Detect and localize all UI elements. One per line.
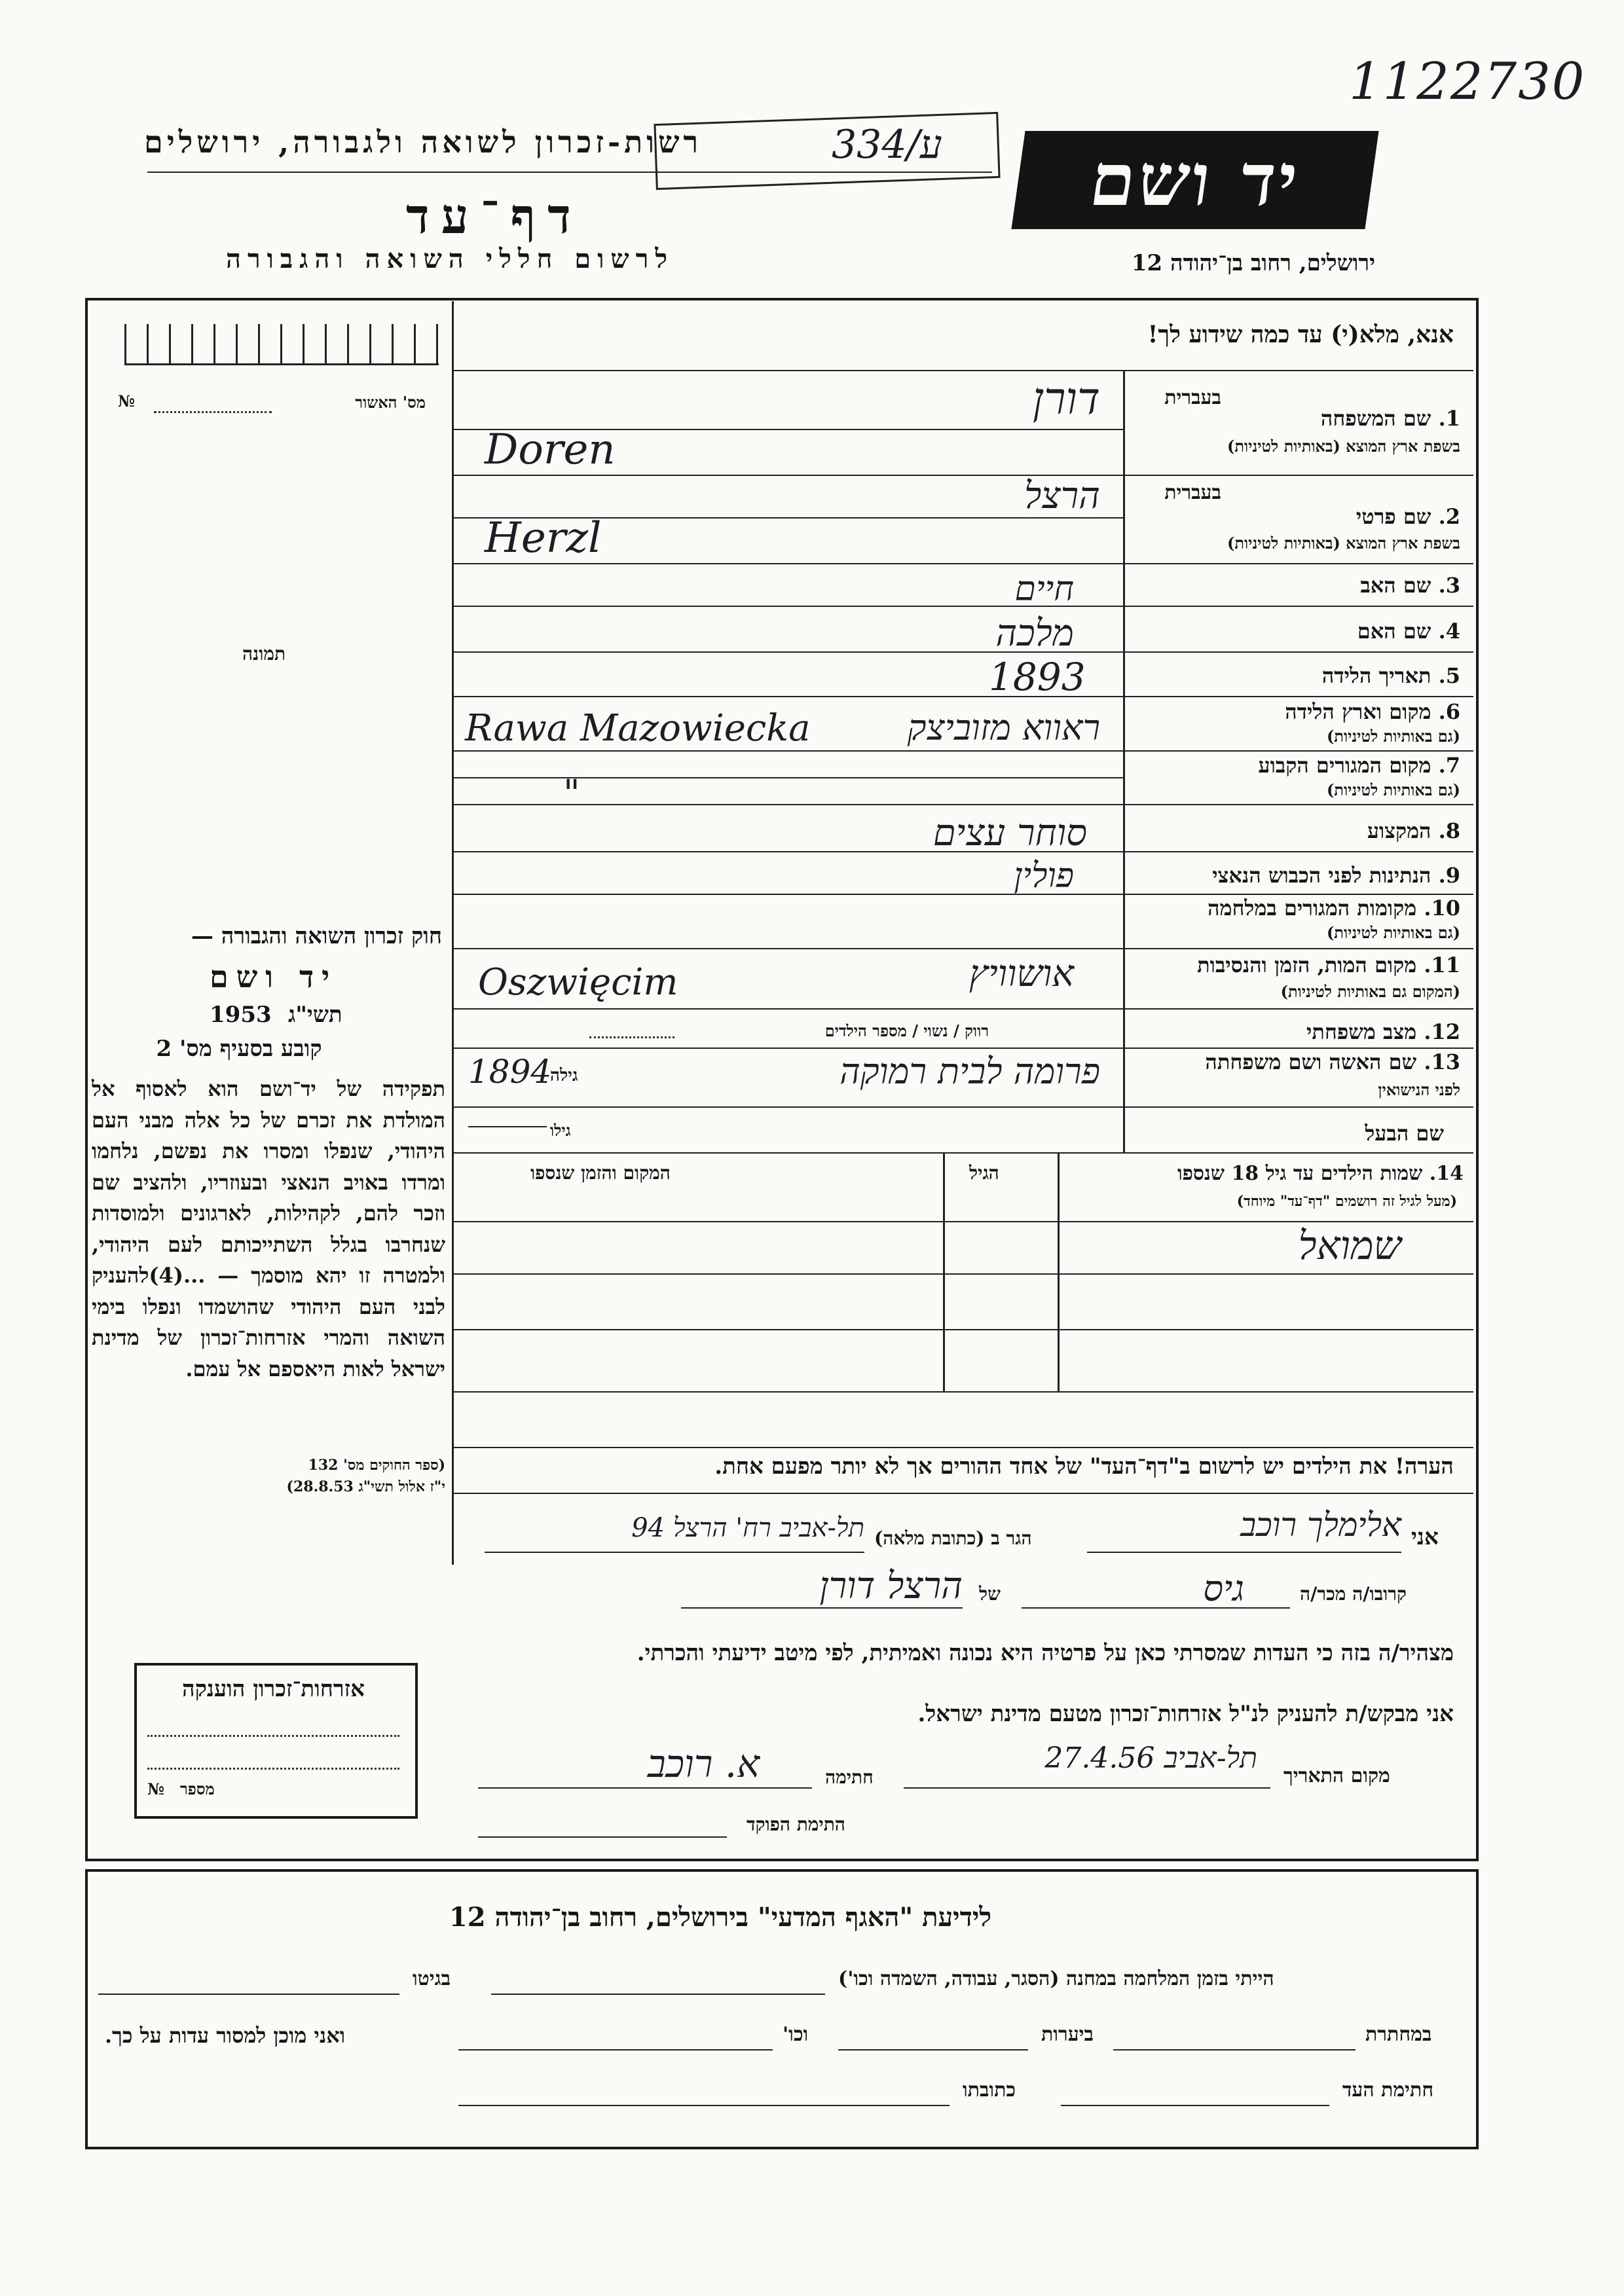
field-9-label: 9. הנתינות לפני הכבוש הנאצי [1212, 863, 1460, 888]
field-2-label: 2. שם פרטי [1356, 504, 1460, 529]
field-6-sub: (גם באותיות לטיניות) [1326, 727, 1460, 746]
field-2-he-label: בעברית [1164, 481, 1221, 504]
declaration-statement: מצהיר/ה בזה כי העדות שמסרתי כאן על פרטיה היא נכונה ואמיתית, לפי מיטב ידיעתי והכרתי. [637, 1640, 1454, 1666]
declaration-i-label: אני [1411, 1524, 1439, 1550]
citizenship-box-mark: № [147, 1779, 165, 1798]
footer-line2-d: ואני מוכן למסור עדות על כך. [105, 2023, 346, 2048]
declaration-request: אני מבקש/ת להעניק לנ"ל אזרחות־זכרון מטעם מדינת ישראל. [917, 1701, 1454, 1727]
footer-line3-a: חתימת העד [1342, 2079, 1434, 2102]
field-7-label: 7. מקום המגורים הקבוע [1258, 753, 1460, 778]
field-11-sub: (המקום גם באותיות לטיניות) [1280, 982, 1460, 1001]
field-1-value-he: דורן [1032, 373, 1100, 425]
footer-line1-b: בגיטו [413, 1967, 451, 1990]
field-1-sub: בשפת ארץ המוצא (באותיות לטיניות) [1227, 437, 1460, 456]
field-5-label: 5. תאריך הלידה [1321, 663, 1460, 688]
law-year-hebrew: תשי"ג [288, 1002, 342, 1028]
cert-label: מס' האשור [355, 393, 426, 412]
footer-line2-c: וכו' [783, 2023, 809, 2046]
place-date-value: תל-אביב 27.4.56 [1044, 1741, 1257, 1775]
field-6-label: 6. מקום וארץ הלידה [1285, 699, 1460, 724]
yad-vashem-logo [1011, 131, 1378, 229]
footer-line1-a: הייתי בזמן המלחמה במחנה (הסגר, עבודה, השמדה וכו') [838, 1967, 1274, 1990]
cert-number-ticks [124, 324, 439, 365]
of-label: של [979, 1583, 1001, 1605]
field-5-value: 1893 [989, 655, 1086, 699]
field-4-label: 4. שם האם [1357, 619, 1460, 644]
children-title: 14. שמות הילדים עד גיל 18 שנספו [1177, 1162, 1464, 1185]
child-1-name: שמואל [1298, 1223, 1401, 1269]
law-ref-2: י"ז אלול תשי"ג 28.8.53) [286, 1478, 445, 1495]
note: הערה! את הילדים יש לרשום ב"דף־העד" של אחד ההורים אך לא יותר מפעם אחת. [714, 1453, 1454, 1480]
field-11-value-he: אושוויץ [969, 953, 1074, 995]
law-year: 1953 [210, 1002, 272, 1028]
citizenship-box-title: אזרחות־זכרון הוענקה [182, 1676, 365, 1702]
law-text: תפקידה של יד־ושם הוא לאסוף אל המולדת את זכרם של כל אלה מבני העם היהודי, שנפלו ומסרו את נפשם, נלחמו ומרדו באויב הנאצי ובעוזריו, ולהציב שם וזכר להם, לקהילות, לארגונים ולמוסדות שנחרבו בגלל השתייכותם לעם היהודי, ולמטרה זו יהא מוסמך — ...(4)להעניק לבני העם היהודי שהושמדו ונפלו בימי השואה והמרי אזרחות־זכרון של מדינת ישראל לאות היאספם אל עמם. [92, 1076, 445, 1381]
logo-text: יד ושם [1084, 137, 1306, 222]
form-title: דף־עד [406, 189, 583, 245]
children-place-header: המקום והזמן שנספו [530, 1162, 671, 1184]
field-13-label: 13. שם האשה ושם משפחתה [1205, 1049, 1460, 1074]
form-number-box [654, 112, 1000, 190]
footer-title: לידיעת "האגף המדעי" בירושלים, רחוב בן־יהודה 12 [449, 1902, 992, 1933]
field-2-sub: בשפת ארץ המוצא (באותיות לטיניות) [1227, 534, 1460, 553]
form-number: 334/ע [832, 122, 942, 168]
declarant-name: אלימלך רוכב [1240, 1506, 1401, 1544]
residing-label: הגר ב (כתובת מלאה) [874, 1527, 1032, 1549]
law-section: קובע בסעיף מס' 2 [156, 1036, 322, 1062]
field-10-label: 10. מקומות המגורים במלחמה [1208, 896, 1460, 920]
wife-age: 1894 [468, 1053, 552, 1091]
law-title: חוק זכרון השואה והגבורה — [191, 923, 442, 949]
footer-line2-a: במחתרת [1365, 2023, 1432, 2046]
husband-age-label: גילו [550, 1121, 571, 1140]
field-11-label: 11. מקום המות, הזמן והנסיבות [1197, 953, 1460, 977]
field-7-value: " [563, 773, 580, 815]
signature-label: חתימה [825, 1766, 874, 1788]
field-13-value: פרומה לבית רמוקה [840, 1051, 1100, 1092]
citizenship-box-number: מספר [180, 1779, 215, 1798]
field-8-value: סוחר עצים [932, 812, 1087, 854]
signature-value: א. רוכב [647, 1741, 760, 1786]
relative-label: קרובו/ה מכר/ה [1300, 1583, 1407, 1605]
field-10-sub: (גם באותיות לטיניות) [1326, 923, 1460, 942]
field-1-label: 1. שם המשפחה [1320, 406, 1460, 431]
address: ירושלים, רחוב בן־יהודה 12 [1131, 250, 1375, 276]
archive-number: 1122730 [1349, 52, 1586, 111]
footer-line2-b: ביערות [1041, 2023, 1094, 2046]
field-4-value: מלכה [995, 612, 1074, 655]
place-date-label: מקום התאריך [1283, 1764, 1390, 1787]
children-sub: (מעל לגיל זה רושמים "דף־עד" מיוחד) [1236, 1193, 1457, 1210]
marital-options: רווק / נשוי / מספר הילדים [824, 1021, 989, 1040]
wife-age-label: גילה [550, 1066, 578, 1085]
footer-line3-b: כתובתו [963, 2079, 1016, 2102]
field-1-value-latin: Doren [485, 426, 616, 474]
officer-label: התימת הפוקד [747, 1813, 845, 1835]
field-3-value: חיים [1014, 570, 1074, 609]
instruction: אנא, מלא(י) עד כמה שידוע לך! [1147, 321, 1454, 348]
form-subtitle: לרשום חללי השואה והגבורה [226, 244, 674, 274]
relation-value: גיס [1203, 1568, 1244, 1609]
subject-name: הרצל דורן [819, 1565, 963, 1607]
husband-label: שם הבעל [1365, 1121, 1444, 1146]
field-3-label: 3. שם האב [1360, 573, 1460, 598]
field-12-label: 12. מצב משפחתי [1306, 1019, 1460, 1044]
field-6-value-latin: Rawa Mazowiecka [465, 707, 811, 750]
field-13-sub: לפני הנישואין [1378, 1080, 1460, 1099]
authority-title: רשות-זכרון לשואה ולגבורה, ירושלים [144, 124, 703, 160]
children-age-header: הגיל [969, 1162, 999, 1184]
field-9-value: פולין [1014, 856, 1074, 896]
field-2-value-he: הרצל [1024, 475, 1100, 517]
law-ref-1: (ספר החוקים מס' 132 [308, 1457, 445, 1474]
field-1-he-label: בעברית [1164, 386, 1221, 409]
field-8-label: 8. המקצוע [1367, 818, 1460, 843]
field-11-value-latin: Oszwięcim [478, 961, 678, 1004]
field-7-sub: (גם באותיות לטיניות) [1326, 780, 1460, 799]
photo-label: תמונה [242, 643, 286, 665]
field-6-value-he: ראווא מזוביצק [907, 707, 1100, 748]
law-name: יד ושם [210, 959, 338, 994]
cert-no-mark: № [118, 392, 136, 410]
field-2-value-latin: Herzl [485, 514, 602, 562]
address-value: תל-אביב רח' הרצל 94 [631, 1513, 864, 1543]
